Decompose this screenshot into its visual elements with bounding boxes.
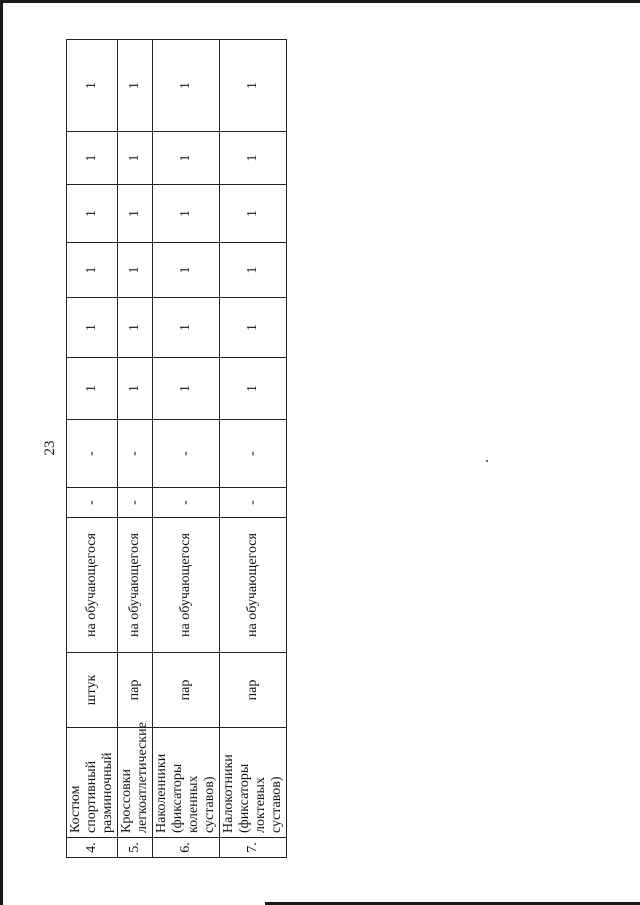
unit-cell: пар [153, 653, 220, 728]
unit-cell: штук [67, 653, 118, 728]
item-name: Кроссовки легкоатлетические [118, 728, 153, 838]
value-cell: - [67, 488, 118, 518]
item-name: Налокотники (фиксаторы локтевых суставов) [220, 728, 287, 838]
row-number: 7. [220, 838, 287, 858]
value-cell: 1 [67, 358, 118, 420]
value-cell: - [118, 420, 153, 488]
value-cell: 1 [118, 298, 153, 358]
equipment-table-rotated [66, 40, 284, 858]
value-cell: - [153, 420, 220, 488]
value-cell: 1 [153, 298, 220, 358]
value-cell: - [118, 488, 153, 518]
row-number: 6. [153, 838, 220, 858]
value-cell: 1 [118, 358, 153, 420]
table-row [153, 40, 220, 858]
equipment-table [66, 39, 287, 858]
value-cell: - [67, 420, 118, 488]
calculation-unit-cell: на обучающегося [220, 518, 287, 653]
unit-cell: пар [220, 653, 287, 728]
value-cell: 1 [153, 243, 220, 298]
row-number: 4. [67, 838, 118, 858]
value-cell: 1 [220, 298, 287, 358]
scan-speck [486, 460, 488, 462]
value-cell: 1 [153, 358, 220, 420]
value-cell: - [220, 488, 287, 518]
item-name: Костюм спортивный разминочный [67, 728, 118, 838]
calculation-unit-cell: на обучающегося [118, 518, 153, 653]
value-cell: 1 [118, 132, 153, 185]
value-cell: 1 [118, 40, 153, 132]
value-cell: 1 [67, 185, 118, 243]
value-cell: 1 [220, 358, 287, 420]
value-cell: 1 [220, 40, 287, 132]
page-border-left [0, 0, 3, 905]
value-cell: 1 [67, 243, 118, 298]
value-cell: 1 [118, 185, 153, 243]
item-name: Наколенники (фиксаторы коленных суставов) [153, 728, 220, 838]
value-cell: 1 [153, 40, 220, 132]
value-cell: 1 [67, 132, 118, 185]
row-number: 5. [118, 838, 153, 858]
calculation-unit-cell: на обучающегося [67, 518, 118, 653]
unit-cell: пар [118, 653, 153, 728]
table-row [118, 40, 153, 858]
value-cell: 1 [67, 40, 118, 132]
value-cell: 1 [220, 132, 287, 185]
value-cell: 1 [153, 132, 220, 185]
calculation-unit-cell: на обучающегося [153, 518, 220, 653]
value-cell: - [220, 420, 287, 488]
page-border-top [0, 0, 640, 3]
value-cell: 1 [67, 298, 118, 358]
table-row [67, 40, 118, 858]
page-number: 23 [42, 440, 58, 456]
value-cell: 1 [220, 185, 287, 243]
value-cell: 1 [118, 243, 153, 298]
value-cell: - [153, 488, 220, 518]
value-cell: 1 [220, 243, 287, 298]
table-row [220, 40, 287, 858]
value-cell: 1 [153, 185, 220, 243]
